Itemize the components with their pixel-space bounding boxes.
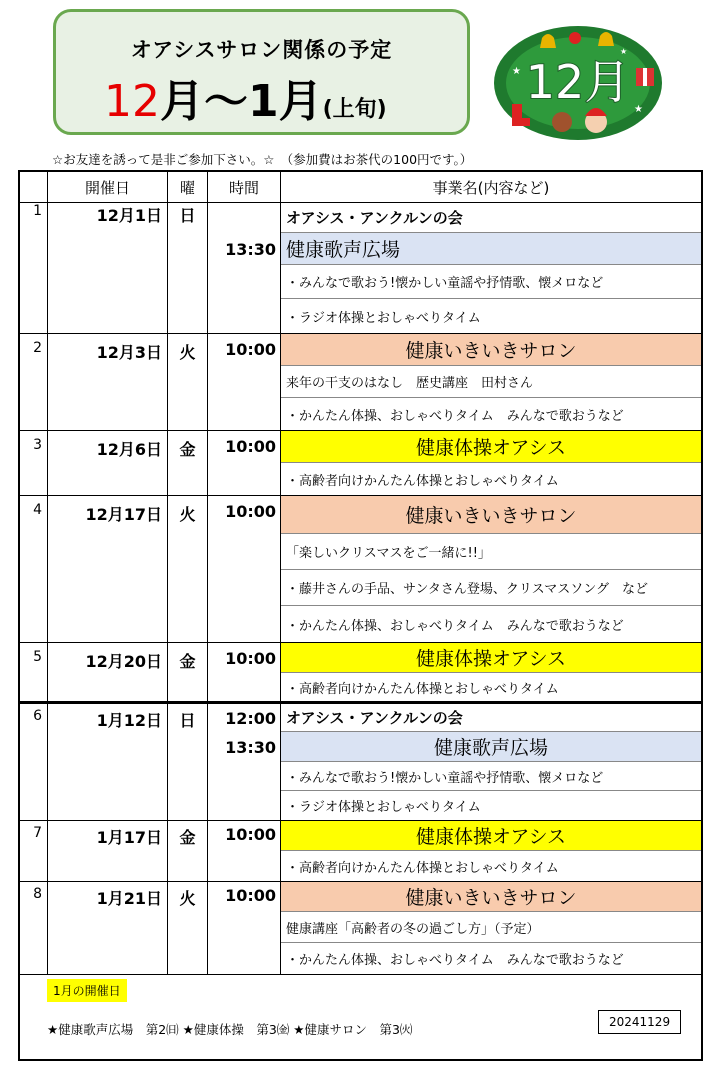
row-date: 12月1日 [48,203,168,333]
row-date: 1月12日 [48,704,168,820]
footer-section [20,975,701,1059]
badge-month-text: 12月 [525,55,631,109]
row-time: 10:00 [208,334,281,430]
row-number: 6 [20,704,48,820]
table-row [20,431,701,496]
table-row [20,821,701,882]
title-date-range [104,78,387,134]
row-time: 13:30 [208,203,281,333]
star-icon: ★ [512,66,521,77]
title-month-red: 12 [104,76,160,127]
row-date: 12月20日 [48,643,168,701]
table-row [20,882,701,975]
row-date: 12月3日 [48,334,168,430]
ornament-icon [569,32,581,44]
schedule-table [18,170,703,1061]
footer-schedule-text: ★健康歌声広場 第2㈰ ★健康体操 第3㈮ ★健康サロン 第3㈫ [47,1022,413,1037]
row-time: 10:00 [208,643,281,701]
row-number: 8 [20,882,48,974]
table-row [20,334,701,431]
row-date: 1月17日 [48,821,168,881]
row-dow: 火 [168,496,208,642]
header-event: 事業名(内容など) [432,178,550,197]
header-time: 時間 [208,172,281,202]
row-time: 10:00 [208,821,281,881]
table-row [20,496,701,643]
row-dow: 金 [168,821,208,881]
row-dow: 金 [168,643,208,701]
title-month-rest: 月～1月 [160,76,323,127]
row-time: 10:00 [208,496,281,642]
row-date: 12月17日 [48,496,168,642]
row-content: オアシス・アンクルンの会 健康歌声広場 ・みんなで歌おう!懐かしい童謡や抒情歌、懐メロなど ・ラジオ体操とおしゃべりタイム [281,203,701,333]
table-header-row [20,172,701,203]
row-content: 健康いきいきサロン 健康講座「高齢者の冬の過ごし方」（予定） ・かんたん体操、おしゃべりタイム みんなで歌おうなど [281,882,701,974]
reindeer-icon [552,112,572,132]
row-number: 1 [20,203,48,333]
december-wreath-badge [492,24,664,142]
row-content: 健康体操オアシス ・高齢者向けかんたん体操とおしゃべりタイム [281,643,701,701]
row-content: 健康いきいきサロン 来年の干支のはなし 歴史講座 田村さん ・かんたん体操、おしゃべりタイム みんなで歌おうなど [281,334,701,430]
row-number: 4 [20,496,48,642]
row-dow: 火 [168,334,208,430]
star-icon: ★ [620,47,628,56]
row-content: 健康体操オアシス ・高齢者向けかんたん体操とおしゃべりタイム [281,431,701,495]
title-heading: オアシスサロン関係の予定 [130,38,393,62]
table-row [20,643,701,704]
star-icon: ★ [634,104,643,115]
row-number: 5 [20,643,48,701]
table-row [20,203,701,334]
row-dow: 金 [168,431,208,495]
row-content: オアシス・アンクルンの会 健康歌声広場 ・みんなで歌おう!懐かしい童謡や抒情歌、懐メロなど ・ラジオ体操とおしゃべりタイム [281,704,701,820]
header-date: 開催日 [48,172,168,202]
row-time: 10:00 [208,431,281,495]
footer-label: 1月の開催日 [47,979,127,1002]
row-dow: 日 [168,704,208,820]
row-number: 2 [20,334,48,430]
table-row [20,704,701,821]
title-box [53,9,470,135]
header-no [20,172,48,202]
row-date: 1月21日 [48,882,168,974]
row-content: 健康いきいきサロン 「楽しいクリスマスをご一緒に!!」 ・藤井さんの手品、サンタさん登場、クリスマスソング など ・かんたん体操、おしゃべりタイム みんなで歌おうなど [281,496,701,642]
row-date: 12月6日 [48,431,168,495]
participation-note: ☆お友達を誘って是非ご参加下さい。☆ （参加費はお茶代の100円です。） [52,152,473,167]
row-dow: 火 [168,882,208,974]
header-dow: 曜 [168,172,208,202]
row-dow: 日 [168,203,208,333]
title-suffix: (上旬) [322,97,387,122]
row-number: 3 [20,431,48,495]
row-number: 7 [20,821,48,881]
row-time: 10:00 [208,882,281,974]
row-time: 12:00 13:30 [208,704,281,820]
document-id: 20241129 [598,1010,681,1034]
row-content: 健康体操オアシス ・高齢者向けかんたん体操とおしゃべりタイム [281,821,701,881]
